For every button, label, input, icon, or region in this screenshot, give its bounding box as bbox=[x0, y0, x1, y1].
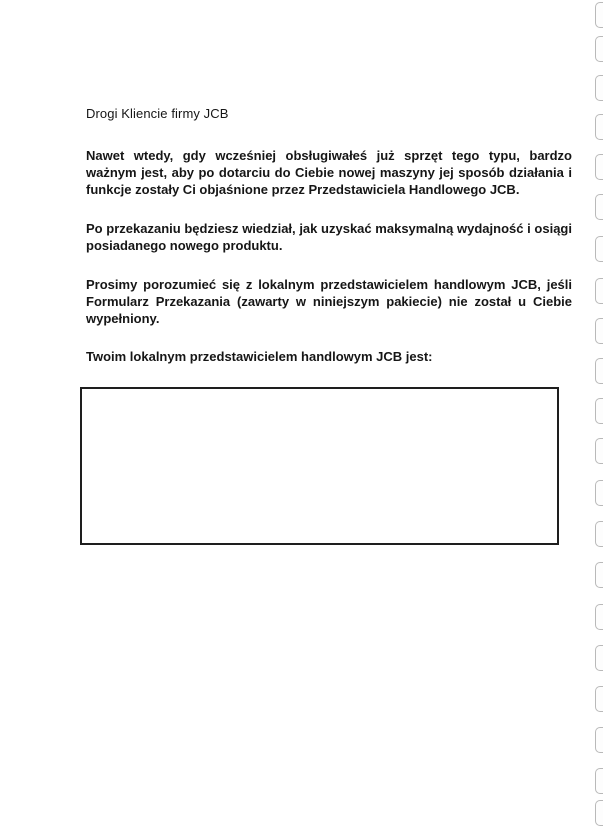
letter-body bbox=[86, 106, 572, 364]
binder-ring bbox=[595, 75, 603, 101]
binder-ring bbox=[595, 154, 603, 180]
paragraph-intro: Nawet wtedy, gdy wcześniej obsługiwałeś już sprzęt tego typu, bardzo ważnym jest, aby po dotarciu do Ciebie nowej maszyny jej sposób działania i funkcje zostały Ci objaśnione przez Przedstawiciela Handlowego JCB. bbox=[86, 148, 572, 197]
binder-ring bbox=[595, 604, 603, 630]
dealer-stamp-box bbox=[80, 387, 559, 545]
binder-ring bbox=[595, 36, 603, 62]
binder-ring bbox=[595, 278, 603, 304]
greeting: Drogi Kliencie firmy JCB bbox=[86, 106, 229, 121]
binder-ring bbox=[595, 398, 603, 424]
binder-ring bbox=[595, 114, 603, 140]
binder-ring bbox=[595, 236, 603, 262]
paragraph-benefit: Po przekazaniu będziesz wiedział, jak uzyskać maksymalną wydajność i osiągi posiadanego nowego produktu. bbox=[86, 221, 572, 253]
binder-ring bbox=[595, 686, 603, 712]
binder-ring bbox=[595, 194, 603, 220]
binder-ring bbox=[595, 645, 603, 671]
paragraph-contact: Prosimy porozumieć się z lokalnym przedstawicielem handlowym JCB, jeśli Formularz Przekazania (zawarty w niniejszym pakiecie) nie został u Ciebie wypełniony. bbox=[86, 277, 572, 326]
dealer-label: Twoim lokalnym przedstawicielem handlowym JCB jest: bbox=[86, 349, 433, 364]
binder-rings bbox=[591, 0, 613, 828]
binder-ring bbox=[595, 562, 603, 588]
binder-ring bbox=[595, 438, 603, 464]
binder-ring bbox=[595, 318, 603, 344]
binder-ring bbox=[595, 358, 603, 384]
binder-ring bbox=[595, 768, 603, 794]
binder-ring bbox=[595, 480, 603, 506]
binder-ring bbox=[595, 727, 603, 753]
binder-ring bbox=[595, 800, 603, 826]
binder-ring bbox=[595, 521, 603, 547]
binder-ring bbox=[595, 2, 603, 28]
